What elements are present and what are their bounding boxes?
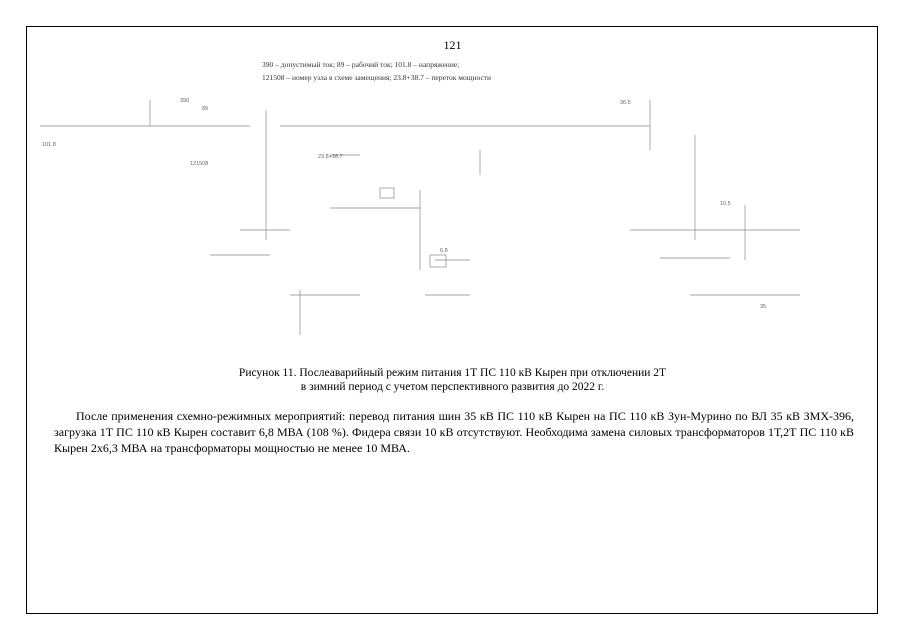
diagram-label: 101.8 [42,142,56,148]
diagram-label: 121508 [190,161,209,167]
diagram-lines [40,100,800,335]
diagram-label: 10.5 [720,201,731,207]
diagram-label: 390 [180,98,190,104]
figure-caption [0,366,905,394]
diagram-label: 6.8 [440,248,448,254]
page-number: 121 [443,38,462,52]
diagram-labels [42,98,766,310]
caption-line-1: Рисунок 11. Послеаварийный режим питания 1Т ПС 110 кВ Кырен при отключении 2Т [238,367,667,379]
legend-line-2: 121508 – номер узла в схеме замещения; 23.8+38.7 – переток мощности [262,73,492,82]
body-paragraph: После применения схемно-режимных мероприятий: перевод питания шин 35 кВ ПС 110 кВ Кырен на ПС 110 кВ Зун-Мурино по ВЛ 35 кВ ЗМХ-396, загрузка 1Т ПС 110 кВ Кырен составит 6,8 МВА (108 %). Фидера связи 10 кВ отсутствуют. Необходима замена силовых трансформаторов 1Т,2Т ПС 110 кВ Кырен 2х6,3 МВА на трансформаторы мощностью не менее 10 МВА. [54,409,854,455]
diagram-label: 36.5 [620,100,631,106]
caption-line-2: в зимний период с учетом перспективного развития до 2022 г. [300,381,605,393]
network-diagram [30,80,876,370]
diagram-label: 23.8+38.7 [318,154,343,160]
legend-line-1: 390 – допустимый ток; 89 – рабочий ток; 101.8 – напряжение; [262,60,460,69]
diagram-label: 89 [202,106,209,112]
body-text [54,408,854,456]
diagram-label: 35 [760,304,767,310]
